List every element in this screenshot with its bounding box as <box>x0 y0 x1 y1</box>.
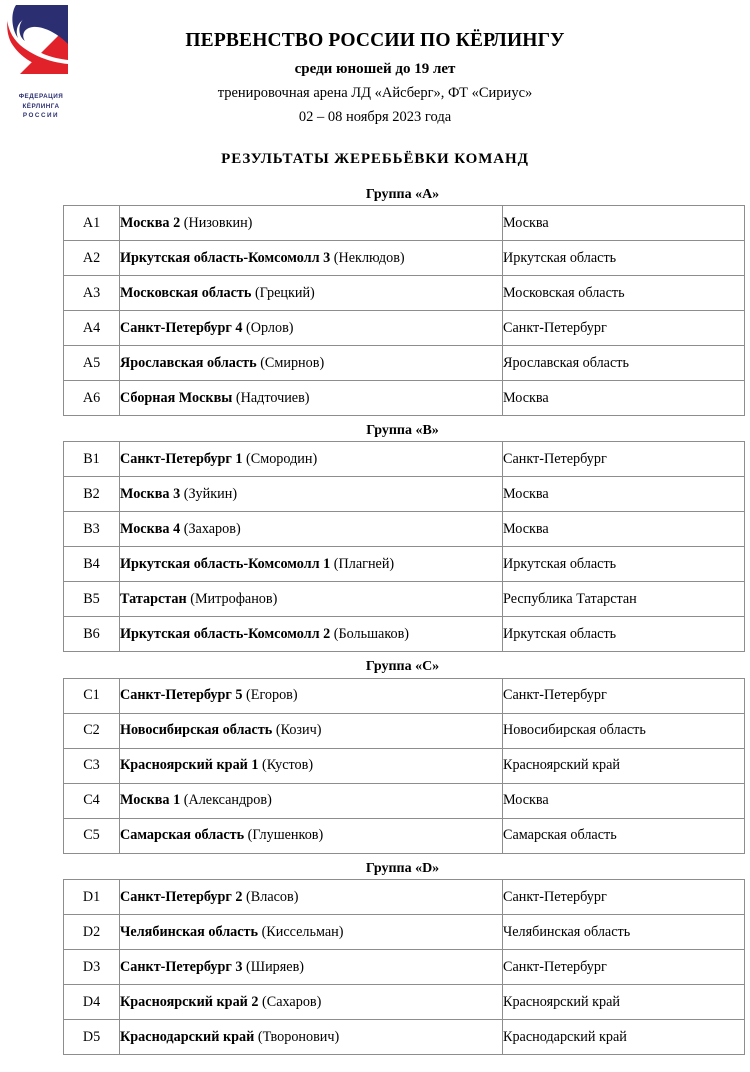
table-row <box>64 512 745 547</box>
cell-team-name <box>120 477 503 512</box>
cell-region: Санкт-Петербург <box>503 442 745 477</box>
team-skip-label: (Егоров) <box>246 687 298 704</box>
cell-region: Самарская область <box>503 818 745 853</box>
team-skip-label: (Зуйкин) <box>183 485 238 502</box>
cell-team-name <box>120 346 503 381</box>
logo-caption <box>6 92 76 121</box>
cell-team-code: C3 <box>64 748 120 783</box>
cell-team-code: A6 <box>64 381 120 416</box>
group-heading: Группа «А» <box>365 186 440 202</box>
cell-team-code: A3 <box>64 276 120 311</box>
cell-region: Красноярский край <box>503 748 745 783</box>
group-table <box>63 879 745 1055</box>
cell-team-code: B4 <box>64 547 120 582</box>
group-table <box>63 441 745 652</box>
group-heading: Группа «B» <box>366 423 439 439</box>
cell-team-name <box>120 547 503 582</box>
table-row <box>64 477 745 512</box>
cell-region: Красноярский край <box>503 985 745 1020</box>
team-name-label: Иркутская область-Комсомолл 2 <box>120 625 331 642</box>
document-header <box>0 0 750 169</box>
cell-region: Санкт-Петербург <box>503 950 745 985</box>
cell-region: Челябинская область <box>503 915 745 950</box>
cell-team-name <box>120 713 503 748</box>
group-table <box>63 678 745 854</box>
team-skip-label: (Смирнов) <box>260 354 325 371</box>
team-skip-label: (Власов) <box>246 888 299 905</box>
cell-team-code: A2 <box>64 241 120 276</box>
cell-team-name <box>120 276 503 311</box>
cell-team-name <box>120 206 503 241</box>
table-row <box>64 748 745 783</box>
cell-team-code: C4 <box>64 783 120 818</box>
table-row <box>64 206 745 241</box>
cell-region: Санкт-Петербург <box>503 311 745 346</box>
cell-team-name <box>120 678 503 713</box>
cell-region: Москва <box>503 477 745 512</box>
team-skip-label: (Большаков) <box>333 625 410 642</box>
cell-team-name <box>120 582 503 617</box>
cell-region: Краснодарский край <box>503 1020 745 1055</box>
table-row <box>64 311 745 346</box>
team-name-label: Ярославская область <box>120 354 257 371</box>
team-skip-label: (Орлов) <box>246 319 294 336</box>
cell-team-code: B3 <box>64 512 120 547</box>
cell-team-code: A1 <box>64 206 120 241</box>
cell-team-code: C1 <box>64 678 120 713</box>
table-row <box>64 276 745 311</box>
page-title: ПЕРВЕНСТВО РОССИИ ПО КЁРЛИНГУ <box>185 30 565 51</box>
cell-region: Республика Татарстан <box>503 582 745 617</box>
table-row <box>64 381 745 416</box>
cell-team-code: B5 <box>64 582 120 617</box>
logo-caption-line-1: ФЕДЕРАЦИЯ <box>18 93 64 100</box>
team-skip-label: (Неклюдов) <box>333 249 405 266</box>
team-skip-label: (Козич) <box>275 722 322 739</box>
cell-team-code: D4 <box>64 985 120 1020</box>
team-skip-label: (Глушенков) <box>247 827 324 844</box>
cell-region: Москва <box>503 206 745 241</box>
group-heading: Группа «D» <box>365 860 440 876</box>
logo-caption-line-2: КЁРЛИНГА <box>22 102 60 110</box>
cell-team-name <box>120 880 503 915</box>
team-name-label: Иркутская область-Комсомолл 1 <box>120 555 331 572</box>
cell-region: Новосибирская область <box>503 713 745 748</box>
cell-team-name <box>120 950 503 985</box>
team-name-label: Сборная Москвы <box>120 389 233 406</box>
cell-team-code: C2 <box>64 713 120 748</box>
team-skip-label: (Кустов) <box>262 757 314 774</box>
team-name-label: Краснодарский край <box>120 1028 255 1045</box>
team-skip-label: (Смородин) <box>246 450 318 467</box>
cell-team-name <box>120 985 503 1020</box>
team-skip-label: (Захаров) <box>183 520 241 537</box>
cell-team-code: B1 <box>64 442 120 477</box>
team-skip-label: (Творонович) <box>257 1028 340 1045</box>
group-block <box>63 659 742 853</box>
cell-team-name <box>120 818 503 853</box>
group-block <box>63 187 742 416</box>
cell-team-code: D1 <box>64 880 120 915</box>
team-name-label: Санкт-Петербург 1 <box>120 450 243 467</box>
cell-team-name <box>120 748 503 783</box>
team-name-label: Санкт-Петербург 3 <box>120 958 243 975</box>
team-name-label: Московская область <box>120 284 252 301</box>
cell-team-name <box>120 915 503 950</box>
cell-team-name <box>120 783 503 818</box>
venue-line: тренировочная арена ЛД «Айсберг», ФТ «Сириус» <box>217 84 533 101</box>
team-skip-label: (Александров) <box>183 792 272 809</box>
cell-team-name <box>120 241 503 276</box>
cell-team-name <box>120 1020 503 1055</box>
table-row <box>64 678 745 713</box>
team-name-label: Красноярский край 2 <box>120 993 259 1010</box>
table-row <box>64 241 745 276</box>
team-skip-label: (Низовкин) <box>183 214 253 231</box>
table-row <box>64 617 745 652</box>
cell-region: Москва <box>503 512 745 547</box>
team-name-label: Москва 4 <box>120 520 181 537</box>
cell-region: Москва <box>503 381 745 416</box>
team-skip-label: (Надточиев) <box>235 389 310 406</box>
cell-region: Ярославская область <box>503 346 745 381</box>
cell-team-code: C5 <box>64 818 120 853</box>
team-name-label: Москва 2 <box>120 214 181 231</box>
cell-team-code: D2 <box>64 915 120 950</box>
cell-team-code: D5 <box>64 1020 120 1055</box>
team-name-label: Челябинская область <box>120 923 259 940</box>
cell-team-name <box>120 381 503 416</box>
table-row <box>64 547 745 582</box>
team-name-label: Новосибирская область <box>120 722 273 739</box>
team-name-label: Москва 1 <box>120 792 181 809</box>
team-skip-label: (Сахаров) <box>262 993 322 1010</box>
table-row <box>64 818 745 853</box>
team-skip-label: (Плагней) <box>333 555 395 572</box>
team-skip-label: (Митрофанов) <box>190 590 278 607</box>
cell-region: Иркутская область <box>503 617 745 652</box>
team-skip-label: (Киссельман) <box>261 923 344 940</box>
group-block <box>63 423 742 652</box>
cell-region: Санкт-Петербург <box>503 678 745 713</box>
cell-region: Иркутская область <box>503 547 745 582</box>
cell-team-name <box>120 512 503 547</box>
team-name-label: Москва 3 <box>120 485 181 502</box>
logo-caption-line-3: РОССИИ <box>22 112 60 120</box>
team-name-label: Красноярский край 1 <box>120 757 259 774</box>
age-category-subtitle: среди юношей до 19 лет <box>294 61 456 78</box>
cell-team-code: B2 <box>64 477 120 512</box>
table-row <box>64 950 745 985</box>
table-row <box>64 442 745 477</box>
federation-logo <box>6 4 76 121</box>
table-row <box>64 346 745 381</box>
dates-line: 02 – 08 ноября 2023 года <box>298 109 452 126</box>
team-name-label: Иркутская область-Комсомолл 3 <box>120 249 331 266</box>
table-row <box>64 713 745 748</box>
cell-team-code: A5 <box>64 346 120 381</box>
cell-region: Иркутская область <box>503 241 745 276</box>
table-row <box>64 783 745 818</box>
team-skip-label: (Ширяев) <box>246 958 305 975</box>
cell-region: Московская область <box>503 276 745 311</box>
table-row <box>64 582 745 617</box>
team-name-label: Санкт-Петербург 2 <box>120 888 243 905</box>
table-row <box>64 915 745 950</box>
draw-results-container <box>0 187 750 1056</box>
team-name-label: Татарстан <box>120 590 187 607</box>
team-skip-label: (Грецкий) <box>254 284 315 301</box>
team-name-label: Санкт-Петербург 5 <box>120 687 243 704</box>
team-name-label: Самарская область <box>120 827 245 844</box>
section-title: РЕЗУЛЬТАТЫ ЖЕРЕБЬЁВКИ КОМАНД <box>221 151 529 168</box>
table-row <box>64 880 745 915</box>
cell-team-name <box>120 442 503 477</box>
cell-region: Москва <box>503 783 745 818</box>
cell-region: Санкт-Петербург <box>503 880 745 915</box>
group-table <box>63 205 745 416</box>
cell-team-code: B6 <box>64 617 120 652</box>
group-heading: Группа «C» <box>365 659 440 675</box>
curling-federation-emblem-icon <box>6 4 72 90</box>
cell-team-code: D3 <box>64 950 120 985</box>
team-name-label: Санкт-Петербург 4 <box>120 319 243 336</box>
table-row <box>64 1020 745 1055</box>
cell-team-code: A4 <box>64 311 120 346</box>
cell-team-name <box>120 617 503 652</box>
group-block <box>63 861 742 1055</box>
table-row <box>64 985 745 1020</box>
cell-team-name <box>120 311 503 346</box>
